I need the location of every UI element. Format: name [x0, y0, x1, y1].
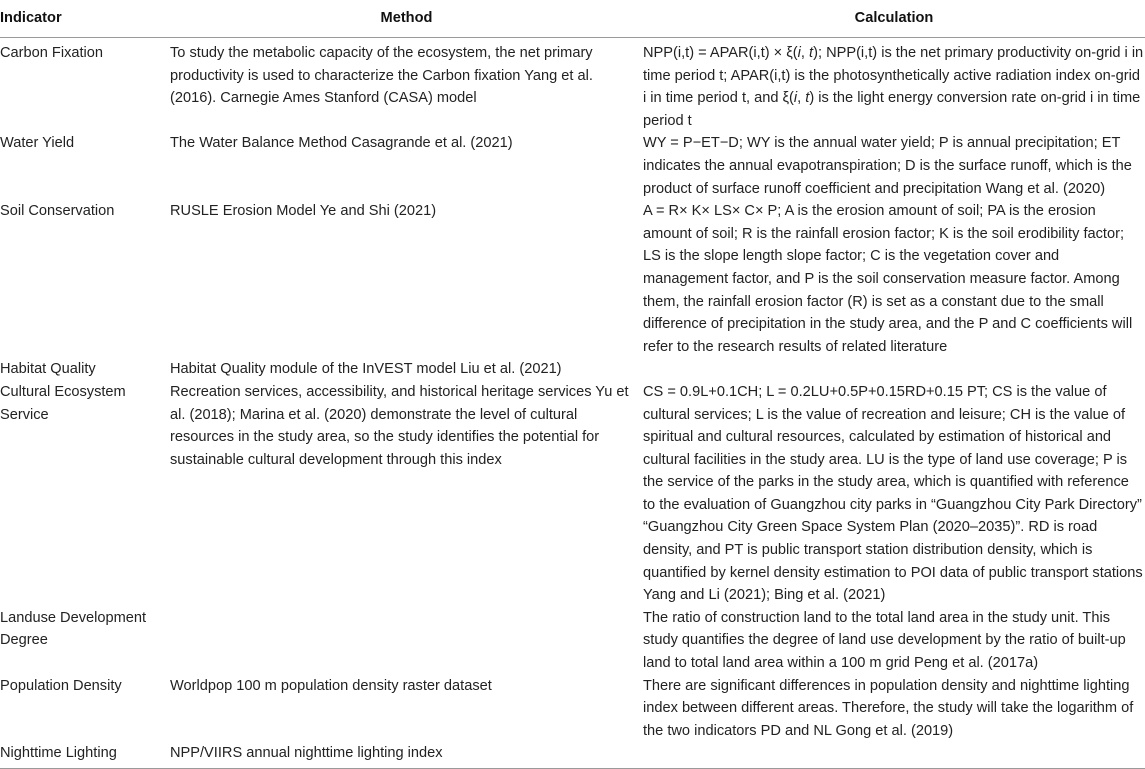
table-row [0, 381, 1145, 607]
method-cell: Recreation services, accessibility, and historical heritage services Yu et al. (2018); Marina et al. (2020) demonstrate the level of cultural resources in the study area, so the study identifies the potential for sustainable cultural development through this index [170, 383, 629, 468]
calculation-cell [643, 358, 1145, 381]
method-cell: Worldpop 100 m population density raster dataset [170, 677, 492, 694]
indicator-cell: Cultural Ecosystem Service [0, 383, 126, 423]
method-cell [170, 607, 643, 675]
header-row [0, 0, 1145, 38]
table-row [0, 607, 1145, 675]
indicator-cell: Carbon Fixation [0, 45, 104, 61]
header-indicator: Indicator [0, 0, 170, 38]
method-cell: Habitat Quality module of the InVEST model Liu et al. (2021) [170, 361, 562, 378]
calculation-cell: NPP(i,t) = APAR(i,t) × ξ(i, t); NPP(i,t) is the net primary productivity on-grid i in time period t; APAR(i,t) is the photosynthetically active radiation index on-grid i in time period t, and ξ(i, t) is the light energy conversion rate on-grid i in time period t [643, 45, 1144, 129]
indicator-cell: Water Yield [0, 135, 75, 152]
calculation-cell: There are significant differences in population density and nighttime lighting index between different areas. Therefore, the study will take the logarithm of the two indicators PD and NL Gong et al. (2019) [643, 677, 1134, 739]
indicator-cell: Nighttime Lighting [0, 742, 170, 768]
method-cell: The Water Balance Method Casagrande et al. (2021) [170, 135, 513, 152]
table-row [0, 675, 1145, 743]
indicator-cell: Habitat Quality [0, 361, 96, 378]
method-cell: To study the metabolic capacity of the ecosystem, the net primary productivity is used to characterize the Carbon fixation Yang et al. (2016). Carnegie Ames Stanford (CASA) model [170, 45, 593, 107]
header-calculation: Calculation [643, 0, 1145, 38]
calculation-cell: A = R× K× LS× C× P; A is the erosion amount of soil; PA is the erosion amount of soil; R is the rainfall erosion factor; K is the soil erodibility factor; LS is the slope length slope factor; C is the vegetation cover and management factor, and P is the soil conservation measure factor. Among them, the rainfall erosion factor (R) is set as a constant due to the small difference of precipitation in the study area, and the P and C coefficients will refer to the research results of related literature [643, 203, 1133, 355]
table-row [0, 132, 1145, 200]
table-row [0, 200, 1145, 358]
indicator-cell: Landuse Development Degree [0, 609, 147, 649]
calculation-cell [643, 742, 1145, 768]
calculation-cell: The ratio of construction land to the total land area in the study unit. This study quantifies the degree of land use development by the ratio of built-up land to total land area within a 100 m grid Peng et al. (2017a) [643, 609, 1126, 672]
table-row [0, 742, 1145, 768]
header-method: Method [170, 0, 643, 38]
method-cell: NPP/VIIRS annual nighttime lighting index [170, 742, 643, 768]
table-row [0, 38, 1145, 133]
calculation-cell: WY = P−ET−D; WY is the annual water yield; P is annual precipitation; ET indicates the annual evapotranspiration; D is the surface runoff, which is the product of surface runoff coefficient and precipitation Wang et al. (2020) [643, 135, 1132, 197]
table-row [0, 358, 1145, 381]
calculation-cell: CS = 0.9L+0.1CH; L = 0.2LU+0.5P+0.15RD+0.15 PT; CS is the value of cultural services; L is the value of recreation and leisure; CH is the value of spiritual and cultural resources, calculated by estimation of historical and cultural facilities in the study area. LU is the type of land use coverage; P is the service of the parks in the study area, which is quantified with reference to the evaluation of Guangzhou city parks in “Guangzhou City Park Directory” “Guangzhou City Green Space System Plan (2020–2035)”. RD is road density, and PT is public transport station distribution density, which is quantified by kernel density estimation to POI data of public transport stations Yang and Li (2021); Bing et al. (2021) [643, 383, 1143, 604]
indicator-cell: Population Density [0, 677, 122, 694]
indicator-cell: Soil Conservation [0, 203, 115, 220]
method-cell: RUSLE Erosion Model Ye and Shi (2021) [170, 203, 437, 220]
